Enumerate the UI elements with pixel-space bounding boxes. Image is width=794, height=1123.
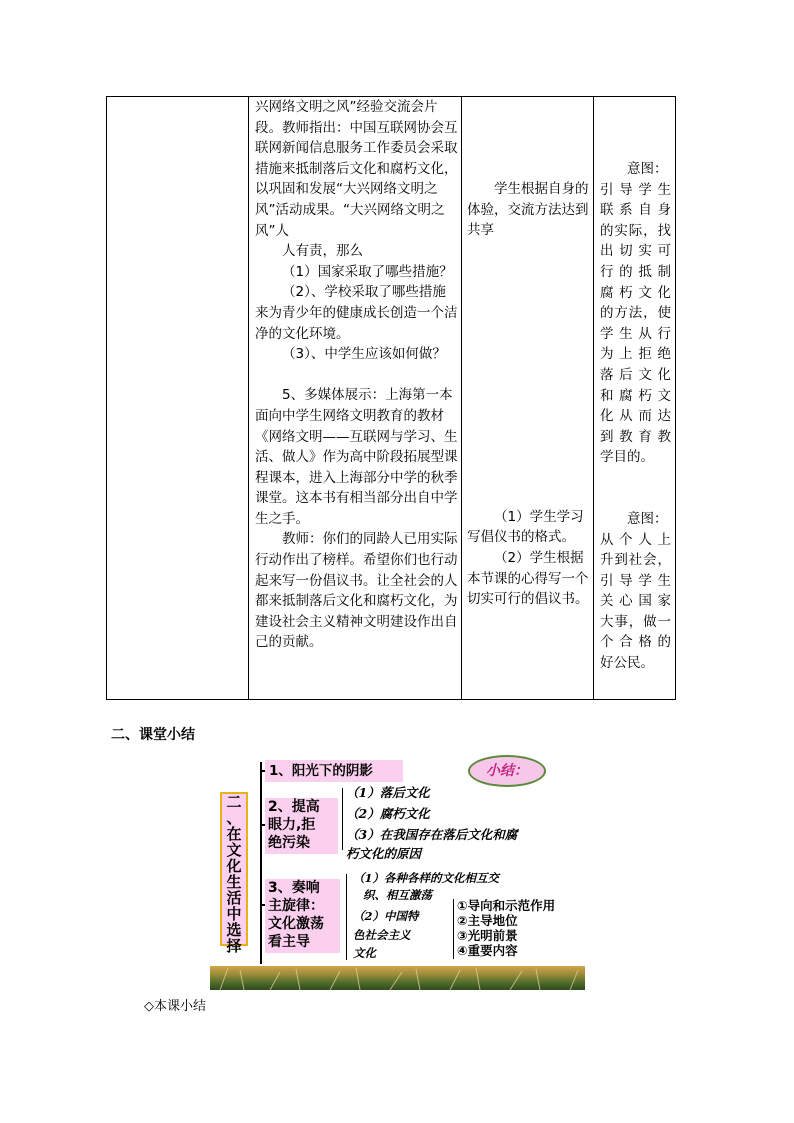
intent-text: 从个人上 升到社会， 引导学生 关心国家 大事，做一 个合格的 好公民。 — [600, 531, 671, 672]
section-title: 二、课堂小结 — [111, 727, 195, 743]
grass-texture — [210, 966, 585, 990]
student-activity-cell — [462, 97, 594, 700]
box2-item: （1）落后文化 — [346, 785, 430, 800]
paragraph: 兴网络文明之风”经验交流会片段。教师指出：中国互联网协会互联网新闻信息服务工作委员会采取措施来抵制落后文化和腐朽文化，以巩固和发展“大兴网络文明之风”活动成果。“大兴网络文明之风”人 — [255, 99, 458, 239]
box2-item: （2）腐朽文化 — [346, 806, 430, 821]
intent-label: 意图： — [627, 161, 668, 177]
intent-cell — [594, 97, 676, 700]
vertical-title: 二 、 在 文 化 生 活 中 选 择 — [220, 792, 248, 946]
box3-item: 色社会主义 — [353, 928, 411, 942]
question-1: （1）国家采取了哪些措施？ — [282, 263, 453, 280]
student-answer: （1）学生学习写倡仪书的格式。 — [467, 508, 584, 546]
paragraph: 人有责，那么 — [282, 243, 363, 260]
summary-diagram — [210, 752, 600, 992]
lesson-table — [106, 96, 676, 700]
bracket-line — [260, 762, 262, 964]
intent-text: 引导学生 联系自身 的实际，找 出切实可 行的抵制 腐朽文化 的方法，使 学生从行 为上拒绝 落后文化 和腐朽文 化从而达 到教育教 学目的。 — [600, 181, 671, 466]
summary-box-1: 1、阳光下的阴影 — [265, 760, 403, 782]
empty-cell — [107, 97, 249, 700]
box3-item: （1）各种各样的文化相互交 — [353, 871, 500, 885]
teacher-activity-cell — [249, 97, 462, 700]
question-2: （2）、学校采取了哪些措施来为青少年的健康成长创造一个洁净的文化环境。 — [255, 284, 458, 342]
box3-item: 织、相互激荡 — [363, 888, 432, 902]
box3-item: （2）中国特 — [353, 909, 419, 923]
student-answer: 学生根据自身的体验，交流方法达到共享 — [467, 181, 589, 239]
box2-item: （3）在我国存在落后文化和腐 — [346, 827, 518, 842]
box2-item: 朽文化的原因 — [346, 846, 422, 861]
grass-photo — [210, 966, 585, 990]
summary-badge: 小结： — [468, 755, 546, 787]
box3-item: 文化 — [353, 946, 376, 960]
intent-label: 意图： — [627, 510, 668, 527]
box3-sublist: ①导向和示范作用 ②主导地位 ③光明前景 ④重要内容 — [457, 898, 556, 958]
paragraph: 教师：你们的同龄人已用实际行动作出了榜样。希望你们也行动起来写一份倡议书。让全社会的人都来抵制落后文化和腐朽文化，为建设社会主义精神文明建设作出自己的贡献。 — [255, 531, 458, 651]
student-answer: （2）学生根据本节课的心得写一个切实可行的倡议书。 — [467, 549, 589, 608]
summary-box-2: 2、提高 眼力,拒 绝污染 — [265, 798, 338, 854]
footer-note: ◇本课小结 — [144, 999, 206, 1014]
summary-box-3: 3、奏响 主旋律： 文化激荡 看主导 — [265, 879, 340, 953]
question-3: （3）、中学生应该如何做？ — [282, 346, 446, 363]
paragraph: 5、多媒体展示：上海第一本面向中学生网络文明教育的教材《网络文明——互联网与学习、生活、做人》作为高中阶段拓展型课程课本，进入上海部分中学的秋季课堂。这本书有相当部分出自中学生之手。 — [255, 387, 458, 527]
